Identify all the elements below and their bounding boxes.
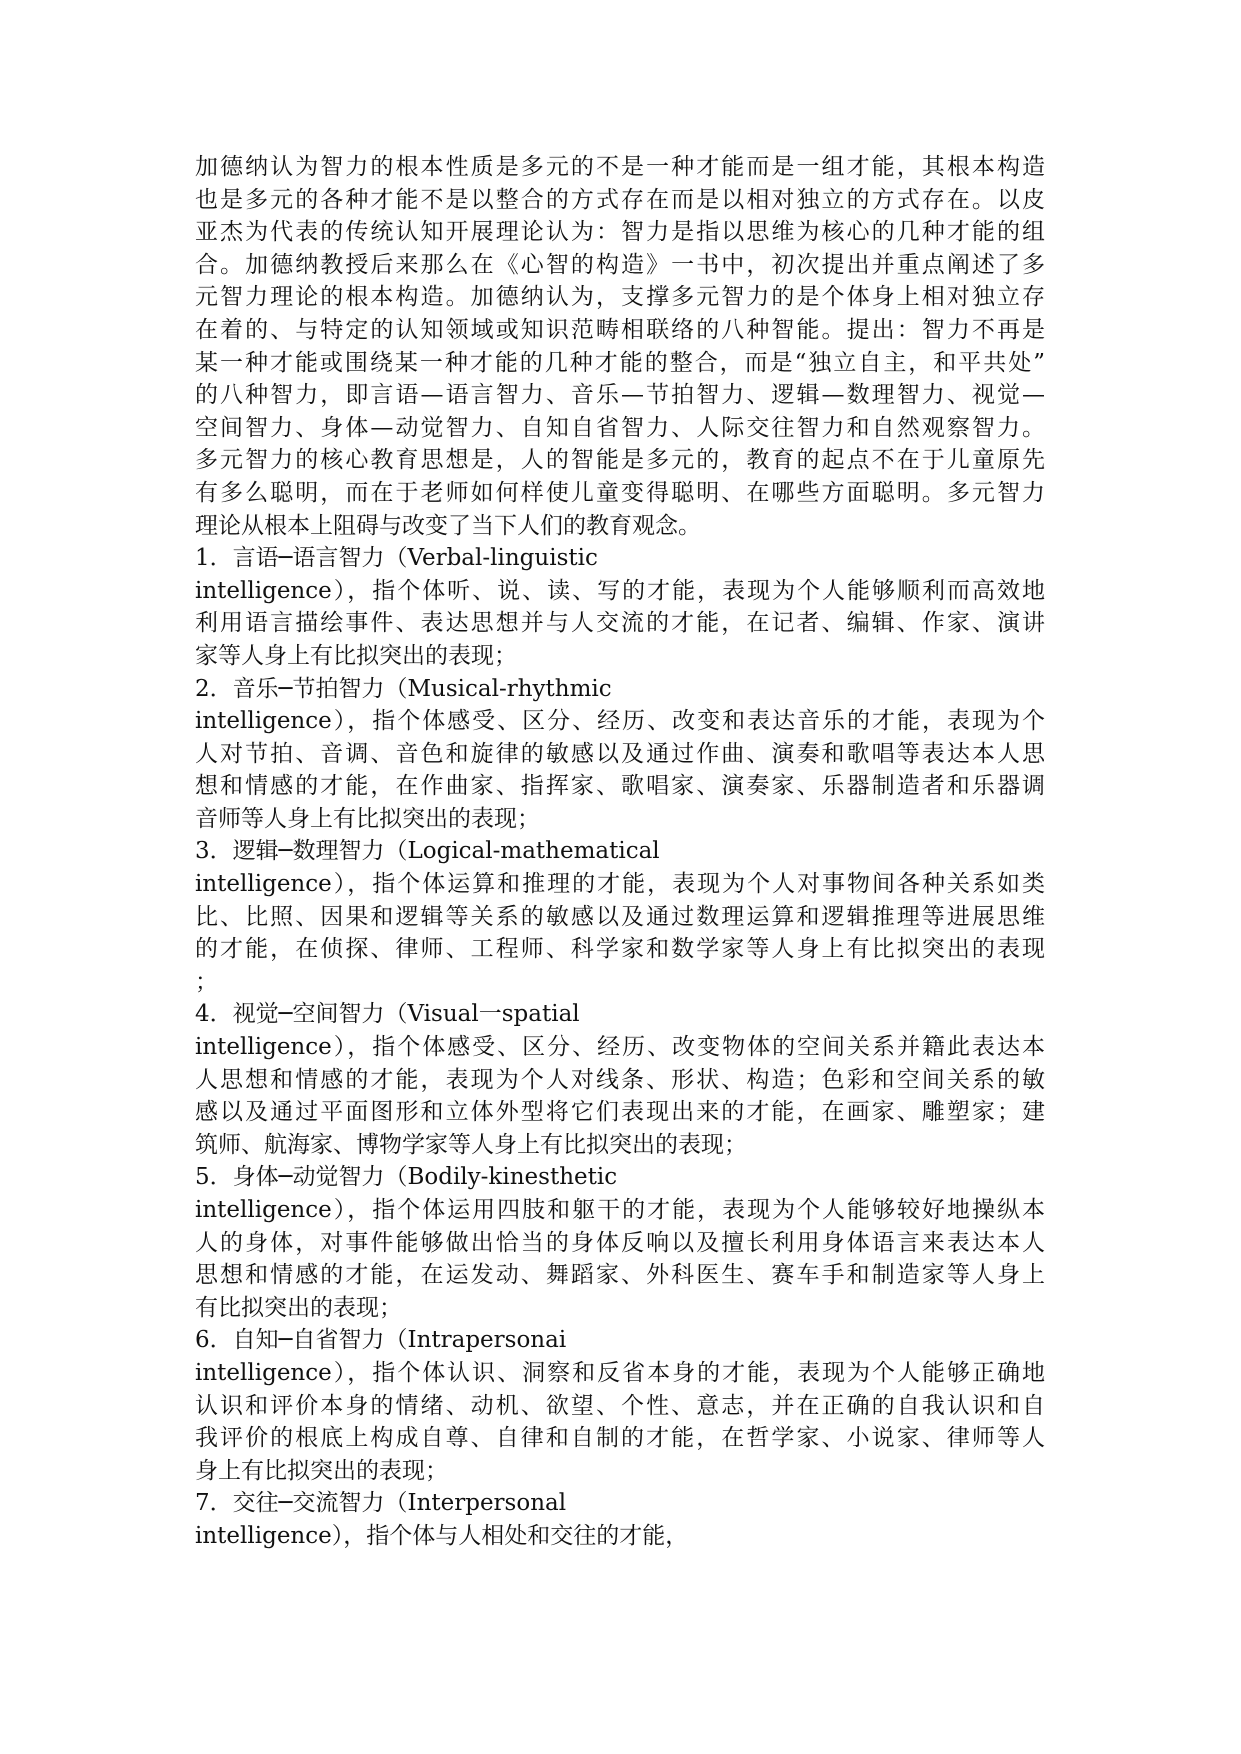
text-line: 合。加德纳教授后来那么在《心智的构造》一书中，初次提出并重点阐述了多 (195, 251, 1045, 278)
text-line: ； (195, 968, 218, 995)
text-line: 某一种才能或围绕某一种才能的几种才能的整合，而是“独立自主，和平共处” (195, 349, 1045, 376)
text-line: 6．自知─自省智力（Intrapersonai (195, 1327, 567, 1354)
text-line: intelligence），指个体与人相处和交往的才能， (195, 1522, 689, 1549)
text-line: 比、比照、因果和逻辑等关系的敏感以及通过数理运算和逻辑推理等进展思维 (195, 903, 1045, 930)
text-line: 思想和情感的才能，在运发动、舞蹈家、外科医生、赛车手和制造家等人身上 (195, 1262, 1045, 1289)
text-line: 身上有比拟突出的表现； (195, 1457, 448, 1484)
text-line: 元智力理论的根本构造。加德纳认为，支撑多元智力的是个体身上相对独立存 (195, 284, 1045, 311)
text-line: 在着的、与特定的认知领域或知识范畴相联络的八种智能。提出：智力不再是 (195, 316, 1045, 343)
text-line: 的才能，在侦探、律师、工程师、科学家和数学家等人身上有比拟突出的表现 (195, 936, 1045, 963)
text-line: 利用语言描绘事件、表达思想并与人交流的才能，在记者、编辑、作家、演讲 (195, 610, 1045, 637)
text-line: 家等人身上有比拟突出的表现； (195, 642, 517, 669)
text-line: 3．逻辑─数理智力（Logical-mathematical (195, 838, 660, 865)
text-line: 加德纳认为智力的根本性质是多元的不是一种才能而是一组才能，其根本构造 (195, 154, 1045, 180)
text-line: 音师等人身上有比拟突出的表现； (195, 805, 540, 832)
text-line: 多元智力的核心教育思想是，人的智能是多元的，教育的起点不在于儿童原先 (195, 447, 1045, 474)
text-line: 我评价的根底上构成自尊、自律和自制的才能，在哲学家、小说家、律师等人 (195, 1425, 1045, 1452)
text-line: 2．音乐─节拍智力（Musical-rhythmic (195, 675, 612, 702)
text-line: 筑师、航海家、博物学家等人身上有比拟突出的表现； (195, 1131, 747, 1158)
text-line: 亚杰为代表的传统认知开展理论认为：智力是指以思维为核心的几种才能的组 (195, 219, 1045, 246)
text-line: 1．言语─语言智力（Verbal-linguistic (195, 545, 598, 572)
text-line: intelligence），指个体运用四肢和躯干的才能，表现为个人能够较好地操纵本 (195, 1197, 1045, 1223)
text-line: 也是多元的各种才能不是以整合的方式存在而是以相对独立的方式存在。以皮 (195, 186, 1045, 213)
text-line: 人的身体，对事件能够做出恰当的身体反响以及擅长利用身体语言来表达本人 (195, 1229, 1045, 1256)
text-line: 想和情感的才能，在作曲家、指挥家、歌唱家、演奏家、乐器制造者和乐器调 (195, 773, 1045, 800)
text-line: intelligence），指个体感受、区分、经历、改变和表达音乐的才能，表现为个 (195, 708, 1045, 735)
text-line: 人思想和情感的才能，表现为个人对线条、形状、构造；色彩和空间关系的敏 (195, 1066, 1045, 1093)
text-line: 4．视觉─空间智力（Visual一spatial (195, 1001, 580, 1028)
text-line: intelligence），指个体认识、洞察和反省本身的才能，表现为个人能够正确地 (195, 1359, 1045, 1386)
text-line: 空间智力、身体—动觉智力、自知自省智力、人际交往智力和自然观察智力。 (195, 414, 1045, 441)
text-line: intelligence），指个体感受、区分、经历、改变物体的空间关系并籍此表达本 (195, 1034, 1045, 1061)
text-line: 的八种智力，即言语—语言智力、音乐—节拍智力、逻辑—数理智力、视觉— (195, 382, 1045, 409)
text-line: 有比拟突出的表现； (195, 1294, 402, 1321)
text-line: 感以及通过平面图形和立体外型将它们表现出来的才能，在画家、雕塑家；建 (195, 1099, 1045, 1126)
text-line: 7．交往─交流智力（Interpersonal (195, 1490, 567, 1517)
document-body (195, 151, 1045, 1553)
text-line: 理论从根本上阻碍与改变了当下人们的教育观念。 (195, 512, 701, 539)
text-line: 有多么聪明，而在于老师如何样使儿童变得聪明、在哪些方面聪明。多元智力 (195, 479, 1045, 506)
text-line: 5．身体─动觉智力（Bodily-kinesthetic (195, 1164, 618, 1191)
text-line: 认识和评价本身的情绪、动机、欲望、个性、意志，并在正确的自我认识和自 (195, 1392, 1045, 1419)
text-line: intelligence），指个体运算和推理的才能，表现为个人对事物间各种关系如类 (195, 871, 1045, 898)
text-line: intelligence），指个体听、说、读、写的才能，表现为个人能够顺利而高效地 (195, 577, 1045, 604)
text-line: 人对节拍、音调、音色和旋律的敏感以及通过作曲、演奏和歌唱等表达本人思 (195, 740, 1045, 767)
